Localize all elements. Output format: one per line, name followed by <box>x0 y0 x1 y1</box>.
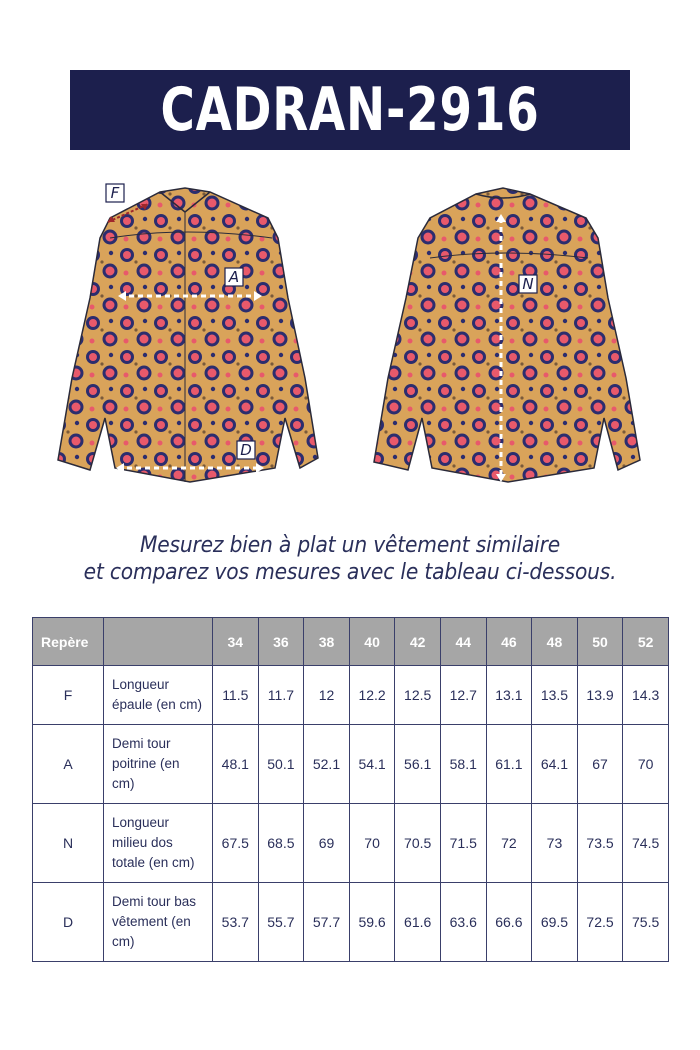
table-cell: 55.7 <box>258 883 304 962</box>
measurement-instructions <box>20 532 680 586</box>
table-cell: 75.5 <box>623 883 669 962</box>
table-cell: 12.2 <box>349 666 395 725</box>
header-size: 42 <box>395 618 441 666</box>
table-cell: 67.5 <box>213 804 259 883</box>
table-cell: 11.5 <box>213 666 259 725</box>
table-cell: 54.1 <box>349 725 395 804</box>
header-repere: Repère <box>33 618 104 666</box>
header-size: 38 <box>304 618 350 666</box>
marker-A: A <box>228 268 240 286</box>
row-label-line: milieu dos <box>112 835 173 850</box>
table-cell: 70 <box>623 725 669 804</box>
row-label-line: Longueur <box>112 677 170 692</box>
row-code: D <box>33 883 104 962</box>
table-cell: 59.6 <box>349 883 395 962</box>
shirt-front-illustration <box>50 178 330 498</box>
header-size: 36 <box>258 618 304 666</box>
row-label <box>104 666 213 725</box>
table-cell: 58.1 <box>440 725 486 804</box>
table-cell: 64.1 <box>532 725 578 804</box>
table-row <box>33 725 669 804</box>
table-cell: 67 <box>577 725 623 804</box>
table-cell: 12.5 <box>395 666 441 725</box>
row-label <box>104 804 213 883</box>
table-cell: 70 <box>349 804 395 883</box>
table-cell: 73.5 <box>577 804 623 883</box>
header-size: 48 <box>532 618 578 666</box>
row-code: N <box>33 804 104 883</box>
table-cell: 48.1 <box>213 725 259 804</box>
header-label <box>104 618 213 666</box>
table-cell: 63.6 <box>440 883 486 962</box>
table-cell: 13.1 <box>486 666 532 725</box>
marker-F: F <box>110 184 120 202</box>
instructions-line-2: et comparez vos mesures avec le tableau ci-dessous. <box>83 560 617 585</box>
row-label <box>104 883 213 962</box>
table-cell: 74.5 <box>623 804 669 883</box>
marker-D: D <box>240 441 252 459</box>
table-cell: 68.5 <box>258 804 304 883</box>
row-label <box>104 725 213 804</box>
instructions-line-1: Mesurez bien à plat un vêtement similaire <box>139 533 561 558</box>
row-label-line: cm) <box>112 776 135 791</box>
header-size: 52 <box>623 618 669 666</box>
table-cell: 71.5 <box>440 804 486 883</box>
table-header-row <box>33 618 669 666</box>
table-cell: 13.9 <box>577 666 623 725</box>
table-cell: 52.1 <box>304 725 350 804</box>
table-row <box>33 883 669 962</box>
row-code: A <box>33 725 104 804</box>
header-size: 34 <box>213 618 259 666</box>
table-cell: 12.7 <box>440 666 486 725</box>
shirt-back-illustration <box>368 178 648 498</box>
marker-N: N <box>522 275 534 293</box>
table-cell: 14.3 <box>623 666 669 725</box>
header-size: 44 <box>440 618 486 666</box>
row-code: F <box>33 666 104 725</box>
table-cell: 69 <box>304 804 350 883</box>
table-row <box>33 804 669 883</box>
title-banner <box>70 70 630 150</box>
shirt-back-body <box>374 188 640 482</box>
row-label-line: épaule (en cm) <box>112 697 203 712</box>
row-label-line: cm) <box>112 934 135 949</box>
row-label-line: Demi tour <box>112 736 171 751</box>
table-cell: 69.5 <box>532 883 578 962</box>
header-size: 46 <box>486 618 532 666</box>
product-title: CADRAN-2916 <box>160 75 540 145</box>
table-cell: 57.7 <box>304 883 350 962</box>
table-cell: 12 <box>304 666 350 725</box>
row-label-line: Longueur <box>112 815 170 830</box>
table-cell: 66.6 <box>486 883 532 962</box>
header-size: 50 <box>577 618 623 666</box>
table-cell: 56.1 <box>395 725 441 804</box>
table-cell: 50.1 <box>258 725 304 804</box>
table-cell: 61.6 <box>395 883 441 962</box>
table-cell: 72.5 <box>577 883 623 962</box>
table-cell: 53.7 <box>213 883 259 962</box>
table-cell: 11.7 <box>258 666 304 725</box>
header-size: 40 <box>349 618 395 666</box>
row-label-line: totale (en cm) <box>112 855 195 870</box>
table-cell: 61.1 <box>486 725 532 804</box>
table-cell: 73 <box>532 804 578 883</box>
row-label-line: poitrine (en <box>112 756 180 771</box>
table-row <box>33 666 669 725</box>
row-label-line: Demi tour bas <box>112 894 197 909</box>
table-cell: 72 <box>486 804 532 883</box>
row-label-line: vêtement (en <box>112 914 191 929</box>
table-cell: 70.5 <box>395 804 441 883</box>
table-cell: 13.5 <box>532 666 578 725</box>
size-chart-table <box>32 617 669 962</box>
